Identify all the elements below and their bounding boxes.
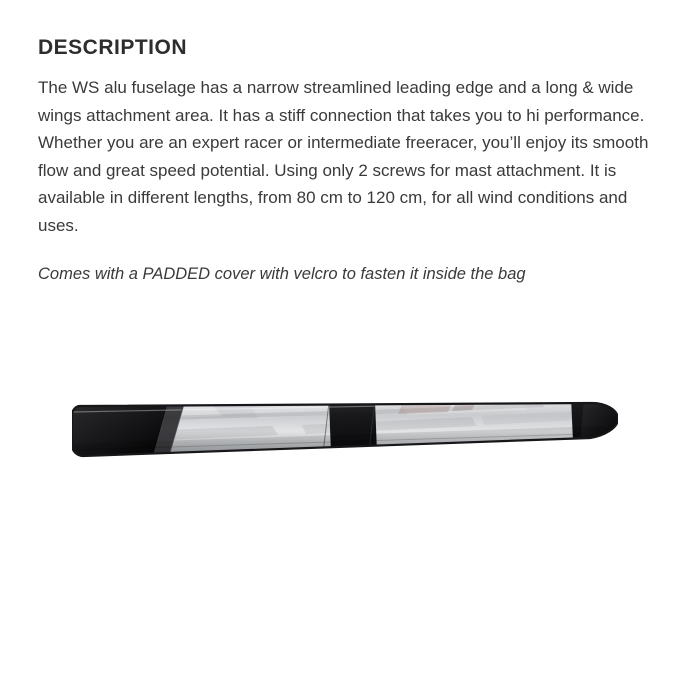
product-image bbox=[0, 354, 700, 534]
padded-cover-bag-illustration bbox=[72, 372, 618, 468]
description-section bbox=[0, 0, 700, 284]
page-title: DESCRIPTION bbox=[38, 36, 188, 59]
bag-svg bbox=[72, 372, 618, 468]
description-paragraph: The WS alu fuselage has a narrow streamlined leading edge and a long & wide wings attachment area. It has a stiff connection that takes you to hi performance. Whether you are an expert racer or intermediate freeracer, you’ll enjoy its smooth flow and great speed potential. Using only 2 screws for mast attachment. It is available in different lengths, from 80 cm to 120 cm, for all wind conditions and uses. bbox=[38, 78, 649, 235]
padded-cover-note: Comes with a PADDED cover with velcro to fasten it inside the bag bbox=[38, 265, 526, 284]
